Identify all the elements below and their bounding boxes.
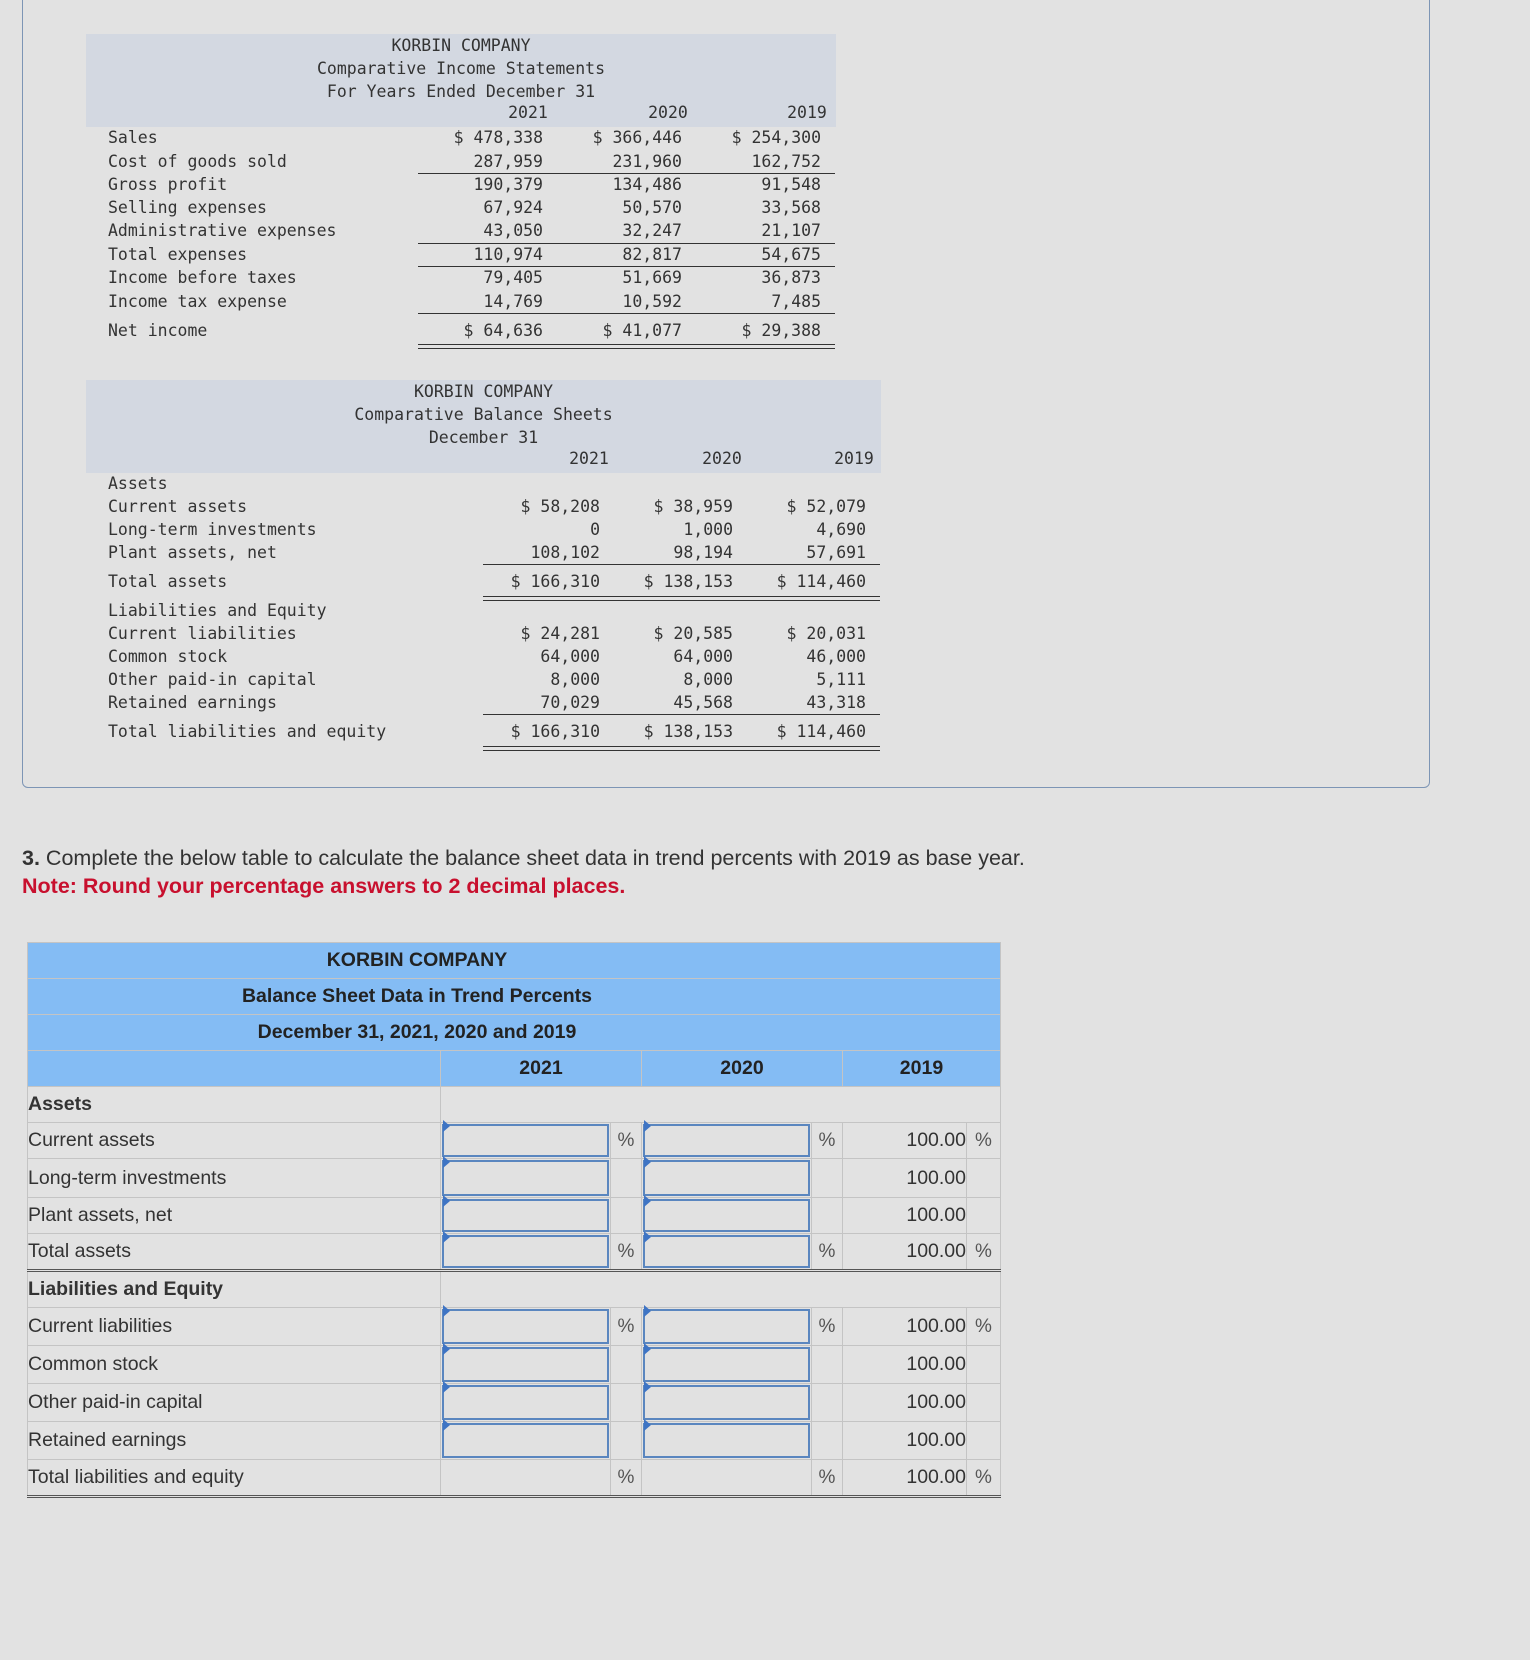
income-title: Comparative Income Statements — [316, 59, 606, 78]
income-value: $ 41,077 — [602, 321, 682, 340]
income-value: 287,959 — [473, 152, 543, 171]
balance-value: 4,690 — [816, 520, 866, 539]
table-row — [28, 1460, 1001, 1497]
input-box[interactable] — [442, 1124, 609, 1157]
income-value: 231,960 — [612, 152, 682, 171]
empty-cell — [967, 1159, 1001, 1198]
balance-value: 43,318 — [806, 693, 866, 712]
input-box[interactable] — [643, 1199, 810, 1232]
rounding-note: Note: Round your percentage answers to 2 decimal places. — [22, 874, 626, 898]
percent-sign: % — [611, 1460, 642, 1497]
balance-value: $ 114,460 — [776, 572, 866, 591]
balance-value: 8,000 — [683, 670, 733, 689]
empty-cell — [967, 1384, 1001, 1422]
table-row — [28, 1234, 1001, 1271]
double-rule — [418, 344, 835, 349]
balance-row-label: Other paid-in capital — [108, 670, 317, 689]
income-value: 91,548 — [761, 175, 821, 194]
income-row-label: Net income — [108, 321, 208, 340]
balance-value: 8,000 — [550, 670, 600, 689]
income-row-label: Selling expenses — [108, 198, 267, 217]
income-value: 82,817 — [622, 245, 682, 264]
balance-value: $ 52,079 — [786, 497, 866, 516]
instruction-text: Complete the below table to calculate the balance sheet data in trend percents with 2019 as base year. — [45, 846, 1025, 870]
rule — [418, 313, 835, 314]
base-value: 100.00 — [843, 1460, 967, 1497]
blank-cell — [441, 1087, 1001, 1123]
current-assets-2021-input[interactable] — [441, 1123, 611, 1159]
balance-row-label: Retained earnings — [108, 693, 277, 712]
balance-value: $ 20,031 — [786, 624, 866, 643]
income-row-label: Total expenses — [108, 245, 248, 264]
base-value: 100.00 — [843, 1123, 967, 1159]
percent-sign: % — [812, 1234, 843, 1271]
income-value: $ 64,636 — [463, 321, 543, 340]
income-company: KORBIN COMPANY — [391, 36, 531, 55]
balance-row-label: Long-term investments — [108, 520, 317, 539]
income-value: $ 254,300 — [731, 128, 821, 147]
row-label: Retained earnings — [28, 1422, 441, 1460]
trend-period: December 31, 2021, 2020 and 2019 — [257, 1021, 577, 1043]
income-value: 190,379 — [473, 175, 543, 194]
percent-sign: % — [967, 1123, 1001, 1159]
percent-sign: % — [812, 1308, 843, 1346]
income-value: $ 29,388 — [741, 321, 821, 340]
rule — [418, 173, 835, 174]
current-assets-2020-input[interactable] — [642, 1123, 812, 1159]
income-year-2020: 2020 — [648, 103, 688, 122]
plant-assets-2020-input[interactable] — [642, 1198, 812, 1234]
balance-row-label: Current assets — [108, 497, 248, 516]
blank-cell — [441, 1271, 1001, 1308]
percent-sign: % — [967, 1234, 1001, 1271]
assets-heading: Assets — [108, 474, 168, 493]
income-value: 7,485 — [771, 292, 821, 311]
input-box[interactable] — [442, 1309, 609, 1344]
other-paid-in-2021-input[interactable] — [441, 1384, 611, 1422]
income-value: 51,669 — [622, 268, 682, 287]
balance-row-label: Total liabilities and equity — [108, 722, 387, 741]
income-value: 67,924 — [483, 198, 543, 217]
other-paid-in-2020-input[interactable] — [642, 1384, 812, 1422]
balance-value: 45,568 — [673, 693, 733, 712]
income-value: 36,873 — [761, 268, 821, 287]
double-rule — [483, 596, 880, 601]
empty-cell — [812, 1422, 843, 1460]
empty-cell — [441, 1460, 611, 1497]
income-value: $ 366,446 — [592, 128, 682, 147]
income-value: 33,568 — [761, 198, 821, 217]
input-box[interactable] — [442, 1235, 609, 1268]
empty-cell — [611, 1346, 642, 1384]
percent-sign: % — [812, 1460, 843, 1497]
empty-cell — [611, 1159, 642, 1198]
base-value: 100.00 — [843, 1346, 967, 1384]
balance-value: 70,029 — [540, 693, 600, 712]
table-row — [28, 1346, 1001, 1384]
income-row-label: Income before taxes — [108, 268, 297, 287]
balance-company: KORBIN COMPANY — [413, 382, 554, 401]
plant-assets-2021-input[interactable] — [441, 1198, 611, 1234]
percent-sign: % — [611, 1308, 642, 1346]
input-box[interactable] — [442, 1385, 609, 1420]
balance-value: $ 114,460 — [776, 722, 866, 741]
retained-earnings-2021-input[interactable] — [441, 1422, 611, 1460]
empty-cell — [642, 1460, 812, 1497]
income-value: 43,050 — [483, 221, 543, 240]
balance-value: $ 20,585 — [653, 624, 733, 643]
base-value: 100.00 — [843, 1422, 967, 1460]
balance-value: 1,000 — [683, 520, 733, 539]
rule — [418, 243, 835, 244]
income-row-label: Income tax expense — [108, 292, 287, 311]
empty-cell — [611, 1198, 642, 1234]
trend-year-2019: 2019 — [843, 1051, 1001, 1087]
empty-cell — [967, 1346, 1001, 1384]
empty-cell — [812, 1198, 843, 1234]
trend-liabilities-heading: Liabilities and Equity — [28, 1271, 441, 1308]
income-row-label: Administrative expenses — [108, 221, 337, 240]
base-value: 100.00 — [843, 1198, 967, 1234]
rule — [483, 564, 880, 565]
balance-value: 98,194 — [673, 543, 733, 562]
income-statement-header — [86, 34, 836, 127]
input-box[interactable] — [643, 1124, 810, 1157]
empty-cell — [812, 1384, 843, 1422]
row-label: Plant assets, net — [28, 1198, 441, 1234]
income-value: 10,592 — [622, 292, 682, 311]
balance-value: $ 24,281 — [520, 624, 600, 643]
income-row-label: Cost of goods sold — [108, 152, 287, 171]
rule — [418, 266, 835, 267]
balance-value: 64,000 — [540, 647, 600, 666]
balance-year-2020: 2020 — [702, 449, 742, 468]
income-value: 32,247 — [622, 221, 682, 240]
trend-percent-table — [27, 942, 1001, 1498]
balance-row-label: Total assets — [108, 572, 228, 591]
table-row — [28, 1198, 1001, 1234]
empty-cell — [967, 1422, 1001, 1460]
base-value: 100.00 — [843, 1234, 967, 1271]
income-value: 54,675 — [761, 245, 821, 264]
row-label: Other paid-in capital — [28, 1384, 441, 1422]
double-rule — [483, 746, 880, 751]
base-value: 100.00 — [843, 1159, 967, 1198]
table-row — [28, 1422, 1001, 1460]
balance-value: 108,102 — [530, 543, 600, 562]
balance-value: $ 166,310 — [510, 572, 600, 591]
instruction-number: 3. — [22, 846, 40, 870]
trend-year-2021: 2021 — [441, 1051, 642, 1087]
row-label: Current liabilities — [28, 1308, 441, 1346]
base-value: 100.00 — [843, 1308, 967, 1346]
lt-investments-2020-input[interactable] — [642, 1159, 812, 1198]
balance-row-label: Current liabilities — [108, 624, 297, 643]
common-stock-2020-input[interactable] — [642, 1346, 812, 1384]
income-value: 162,752 — [751, 152, 821, 171]
balance-value: 46,000 — [806, 647, 866, 666]
balance-value: $ 58,208 — [520, 497, 600, 516]
current-liabilities-2021-input[interactable] — [441, 1308, 611, 1346]
balance-year-2021: 2021 — [569, 449, 609, 468]
trend-company: KORBIN COMPANY — [326, 949, 508, 971]
table-row — [28, 1159, 1001, 1198]
balance-year-2019: 2019 — [834, 449, 874, 468]
common-stock-2021-input[interactable] — [441, 1346, 611, 1384]
percent-sign: % — [812, 1123, 843, 1159]
row-label: Long-term investments — [28, 1159, 441, 1198]
income-value: $ 478,338 — [453, 128, 543, 147]
empty-cell — [812, 1159, 843, 1198]
balance-value: 57,691 — [806, 543, 866, 562]
input-box[interactable] — [643, 1385, 810, 1420]
income-value: 79,405 — [483, 268, 543, 287]
balance-row-label: Plant assets, net — [108, 543, 277, 562]
balance-value: $ 166,310 — [510, 722, 600, 741]
income-value: 110,974 — [473, 245, 543, 264]
balance-value: 64,000 — [673, 647, 733, 666]
input-box[interactable] — [643, 1309, 810, 1344]
income-value: 50,570 — [622, 198, 682, 217]
base-value: 100.00 — [843, 1384, 967, 1422]
income-value: 14,769 — [483, 292, 543, 311]
balance-row-label: Common stock — [108, 647, 228, 666]
balance-value: 5,111 — [816, 670, 866, 689]
income-row-label: Sales — [108, 128, 158, 147]
input-box[interactable] — [643, 1235, 810, 1268]
empty-cell — [611, 1422, 642, 1460]
income-value: 134,486 — [612, 175, 682, 194]
percent-sign: % — [611, 1123, 642, 1159]
trend-assets-heading: Assets — [28, 1087, 441, 1123]
current-liabilities-2020-input[interactable] — [642, 1308, 812, 1346]
percent-sign: % — [967, 1460, 1001, 1497]
empty-cell — [611, 1384, 642, 1422]
input-box[interactable] — [643, 1347, 810, 1382]
balance-period: December 31 — [428, 428, 539, 447]
header-blank — [28, 1051, 441, 1087]
table-row — [28, 1308, 1001, 1346]
income-year-2019: 2019 — [787, 103, 827, 122]
empty-cell — [812, 1346, 843, 1384]
trend-year-2020: 2020 — [642, 1051, 843, 1087]
income-value: 21,107 — [761, 221, 821, 240]
percent-sign: % — [967, 1308, 1001, 1346]
row-label: Total liabilities and equity — [28, 1460, 441, 1497]
input-box[interactable] — [442, 1199, 609, 1232]
total-assets-2021-input[interactable] — [441, 1234, 611, 1271]
table-row — [28, 1384, 1001, 1422]
income-row-label: Gross profit — [108, 175, 228, 194]
trend-title: Balance Sheet Data in Trend Percents — [241, 985, 593, 1007]
lt-investments-2021-input[interactable] — [441, 1159, 611, 1198]
balance-sheet-header — [86, 380, 881, 473]
instruction — [22, 846, 1222, 871]
income-year-2021: 2021 — [508, 103, 548, 122]
rule — [483, 714, 880, 715]
balance-value: $ 138,153 — [643, 572, 733, 591]
input-box[interactable] — [442, 1347, 609, 1382]
empty-cell — [967, 1198, 1001, 1234]
percent-sign: % — [611, 1234, 642, 1271]
input-box[interactable] — [442, 1160, 609, 1196]
input-box[interactable] — [442, 1423, 609, 1458]
liabilities-heading: Liabilities and Equity — [108, 601, 327, 620]
row-label: Current assets — [28, 1123, 441, 1159]
row-label: Common stock — [28, 1346, 441, 1384]
balance-title: Comparative Balance Sheets — [354, 405, 613, 424]
row-label: Total assets — [28, 1234, 441, 1271]
balance-value: $ 138,153 — [643, 722, 733, 741]
input-box[interactable] — [643, 1423, 810, 1458]
table-row — [28, 1123, 1001, 1159]
income-period: For Years Ended December 31 — [326, 82, 596, 101]
total-assets-2020-input[interactable] — [642, 1234, 812, 1271]
balance-value: 0 — [590, 520, 600, 539]
retained-earnings-2020-input[interactable] — [642, 1422, 812, 1460]
balance-value: $ 38,959 — [653, 497, 733, 516]
input-box[interactable] — [643, 1160, 810, 1196]
